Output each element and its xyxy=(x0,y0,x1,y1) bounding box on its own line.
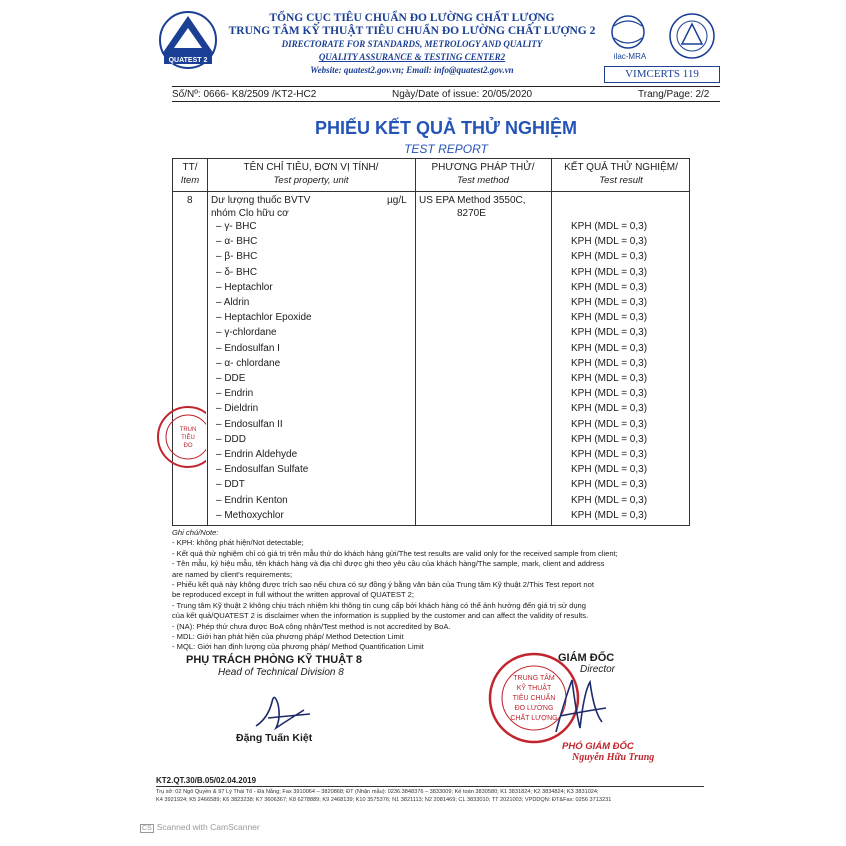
header-line-5: Website: quatest2.gov.vn; Email: info@quatest2.gov.vn xyxy=(310,65,514,75)
note-4b: be reproduced except in full without the written approval of QUATEST 2; xyxy=(172,590,415,600)
form-code: KT2.QT.30/B.05/02.04.2019 xyxy=(156,776,257,785)
analyte-name: – β- BHC xyxy=(216,251,258,263)
note-5: - Trung tâm Kỹ thuật 2 không chịu trách nhiệm khi thông tin cung cấp bởi khách hàng có thể ảnh hưởng đến giá trị sử dụng xyxy=(172,600,586,610)
analyte-result: KPH (MDL = 0,3) xyxy=(571,281,648,293)
note-4: - Phiếu kết quả này không được trích sao nếu chưa có sự đồng ý bằng văn bản của Trung tâm Kỹ thuật 2/This Test report not xyxy=(172,580,594,590)
analyte-result: KPH (MDL = 0,3) xyxy=(571,464,648,476)
scanner-text: Scanned with CamScanner xyxy=(156,822,260,832)
method-line-2: 8270E xyxy=(457,208,486,219)
header-block xyxy=(226,12,598,77)
svg-text:TRUN: TRUN xyxy=(179,427,197,433)
right-signatory-name: Nguyễn Hữu Trung xyxy=(572,752,655,763)
analyte-result: KPH (MDL = 0,3) xyxy=(571,342,648,354)
analyte-name: – Endrin Kenton xyxy=(216,494,288,506)
header-property: TÊN CHỈ TIÊU, ĐƠN VỊ TÍNH/ Test property, unit xyxy=(243,162,379,186)
analyte-result: KPH (MDL = 0,3) xyxy=(571,509,648,521)
note-6: - (NA): Phép thử chưa được BoA công nhận/Test method is not accredited by BoA. xyxy=(172,621,451,631)
table-row xyxy=(173,402,689,417)
analyte-result: KPH (MDL = 0,3) xyxy=(571,449,648,460)
table-row xyxy=(173,235,689,250)
right-signatory-title: GIÁM ĐỐC xyxy=(558,652,615,664)
svg-text:TIÊU CHUẨN: TIÊU CHUẨN xyxy=(512,695,556,702)
table-row xyxy=(173,372,689,387)
accreditation-marks xyxy=(604,12,720,64)
footer-address-line-1: Trụ sở: 02 Ngô Quyền & 97 Lý Thái Tổ - Đà Nẵng; Fax 3910064 – 3820868; ĐT (Nhận mẫu): 0236.3848376 – 3833009; Kế toán 3830580; K1 3831824; K2 3834824; K3 3831024; xyxy=(156,789,599,795)
notes-heading: Ghi chú/Note: xyxy=(172,528,219,537)
right-signature xyxy=(550,672,610,738)
table-row xyxy=(173,509,689,524)
unit: µg/L xyxy=(387,195,407,206)
table-row xyxy=(173,494,689,509)
table-row xyxy=(173,478,689,493)
note-7: - MDL: Giới hạn phát hiện của phương pháp/ Method Detection Limit xyxy=(172,632,404,642)
analyte-result: KPH (MDL = 0,3) xyxy=(571,403,648,415)
header-line-4: QUALITY ASSURANCE & TESTING CENTER2 xyxy=(318,52,506,62)
analyte-result: KPH (MDL = 0,3) xyxy=(571,433,648,445)
analyte-result: KPH (MDL = 0,3) xyxy=(571,297,648,308)
partial-seal-left xyxy=(144,404,206,470)
footer-address-line-2: K4 3921924; K5 2466589; K6 3823238; K7 3606367; K8 6278889; K9 2468139; K10 3575376; N1 3821113; N2 2081469; CL 3833010; TT 2021003; VPDDQN: ĐT&Fax: 0256 3713231 xyxy=(156,797,612,803)
table-row xyxy=(173,448,689,463)
page-number: Trang/Page: 2/2 xyxy=(638,89,710,100)
analyte-result: KPH (MDL = 0,3) xyxy=(571,357,648,369)
header-line-3: DIRECTORATE FOR STANDARDS, METROLOGY AND QUALITY xyxy=(281,39,543,49)
table-row xyxy=(173,296,689,311)
analyte-result: KPH (MDL = 0,3) xyxy=(571,312,648,324)
svg-text:TRUNG TÂM: TRUNG TÂM xyxy=(513,675,555,682)
header-result: KẾT QUẢ THỬ NGHIỆM/ Test result xyxy=(564,162,678,186)
analyte-name: – α- chlordane xyxy=(216,357,281,369)
table-row xyxy=(173,220,689,235)
table-row xyxy=(173,357,689,372)
left-signatory-name: Đặng Tuấn Kiệt xyxy=(236,732,313,744)
table-row xyxy=(173,250,689,265)
analyte-name: – Endrin xyxy=(216,388,254,400)
analyte-name: – γ-chlordane xyxy=(216,327,277,339)
logo-text: QUATEST 2 xyxy=(168,57,208,64)
analyte-result: KPH (MDL = 0,3) xyxy=(571,266,648,278)
left-signature xyxy=(248,688,318,732)
deputy-director-label: PHÓ GIÁM ĐỐC xyxy=(562,741,634,752)
analyte-name: – Endosulfan II xyxy=(216,418,283,430)
vimcerts-box: VIMCERTS 119 xyxy=(604,66,720,83)
table-row xyxy=(173,342,689,357)
analyte-name: – Endosulfan I xyxy=(216,342,280,354)
group-line-1: Dư lượng thuốc BVTV xyxy=(211,195,311,206)
notes-block xyxy=(172,528,712,653)
note-1: - KPH: không phát hiện/Not detectable; xyxy=(172,538,304,548)
report-subtitle: TEST REPORT xyxy=(404,142,488,156)
header-line-2: TRUNG TÂM KỸ THUẬT TIÊU CHUẨN ĐO LƯỜNG CHẤT LƯỢNG 2 xyxy=(228,25,596,37)
group-line-2: nhóm Clo hữu cơ xyxy=(211,208,289,219)
note-5b: của kết quả/QUATEST 2 is disclaimer when the information is supplied by the customer and can affect the validity of results. xyxy=(172,611,589,621)
analyte-name: – Methoxychlor xyxy=(216,509,284,521)
analyte-name: – Aldrin xyxy=(216,297,250,308)
quatest-logo xyxy=(156,10,220,70)
right-signatory-title-en: Director xyxy=(580,664,616,675)
table-row xyxy=(173,266,689,281)
analyte-result: KPH (MDL = 0,3) xyxy=(571,388,648,400)
analyte-name: – Heptachlor xyxy=(216,281,273,293)
footer-address xyxy=(156,788,704,804)
analyte-result: KPH (MDL = 0,3) xyxy=(571,236,648,248)
scanner-watermark xyxy=(140,822,260,833)
method-line-1: US EPA Method 3550C, xyxy=(419,195,526,206)
analyte-name: – Endosulfan Sulfate xyxy=(216,464,309,476)
item-number: 8 xyxy=(187,195,193,206)
table-row xyxy=(173,433,689,448)
note-8: - MQL: Giới hạn định lượng của phương pháp/ Method Quantification Limit xyxy=(172,642,424,652)
svg-text:CHẤT LƯỢNG: CHẤT LƯỢNG xyxy=(510,715,558,722)
svg-text:KỸ THUẬT: KỸ THUẬT xyxy=(516,685,552,692)
note-3b: are named by client's requirements; xyxy=(172,569,293,579)
ilac-text: ilac-MRA xyxy=(613,52,647,61)
svg-text:ĐO: ĐO xyxy=(183,443,193,449)
header-line-1: TỔNG CỤC TIÊU CHUẨN ĐO LƯỜNG CHẤT LƯỢNG xyxy=(269,12,555,24)
table-row xyxy=(173,463,689,478)
table-row xyxy=(173,387,689,402)
table-row xyxy=(173,281,689,296)
analyte-name: – α- BHC xyxy=(216,236,258,248)
svg-text:TIÊU: TIÊU xyxy=(181,435,195,441)
left-signatory-title: PHỤ TRÁCH PHÒNG KỸ THUẬT 8 xyxy=(186,654,363,666)
analyte-result: KPH (MDL = 0,3) xyxy=(571,221,648,232)
camscanner-icon: CS xyxy=(142,825,152,832)
table-row xyxy=(173,311,689,326)
analyte-result: KPH (MDL = 0,3) xyxy=(571,494,648,506)
analyte-name: – Heptachlor Epoxide xyxy=(216,312,312,324)
note-2: - Kết quả thử nghiệm chỉ có giá trị trên mẫu thử do khách hàng gửi/The test results are valid only for the received sample from client; xyxy=(172,548,618,558)
header-method: PHƯƠNG PHÁP THỬ/ Test method xyxy=(431,162,535,186)
analyte-result: KPH (MDL = 0,3) xyxy=(571,373,648,384)
analyte-name: – δ- BHC xyxy=(216,266,258,278)
analyte-result: KPH (MDL = 0,3) xyxy=(571,479,648,491)
table-row xyxy=(173,326,689,341)
analyte-result: KPH (MDL = 0,3) xyxy=(571,418,648,430)
results-table xyxy=(172,158,690,526)
analyte-result: KPH (MDL = 0,3) xyxy=(571,251,648,263)
document-number: Số/Nº: 0666- K8/2509 /KT2-HC2 xyxy=(172,89,317,100)
analyte-name: – DDE xyxy=(216,373,246,384)
svg-text:ĐO LƯỜNG: ĐO LƯỜNG xyxy=(514,705,554,712)
report-title: PHIẾU KẾT QUẢ THỬ NGHIỆM xyxy=(315,118,577,138)
issue-date: Ngày/Date of issue: 20/05/2020 xyxy=(392,89,533,100)
analyte-result: KPH (MDL = 0,3) xyxy=(571,327,648,339)
analyte-name: – DDT xyxy=(216,479,245,491)
table-row xyxy=(173,418,689,433)
analyte-name: – γ- BHC xyxy=(216,221,257,232)
analyte-name: – Dieldrin xyxy=(216,403,259,415)
header-item: TT/ Item xyxy=(180,162,200,186)
analyte-name: – DDD xyxy=(216,433,247,445)
note-3: - Tên mẫu, ký hiệu mẫu, tên khách hàng và địa chỉ được ghi theo yêu cầu của khách hàng/The sample, mark, client and address xyxy=(172,559,605,569)
left-signatory-title-en: Head of Technical Division 8 xyxy=(218,667,344,678)
document-info-line xyxy=(172,86,720,102)
analyte-name: – Endrin Aldehyde xyxy=(216,449,298,460)
